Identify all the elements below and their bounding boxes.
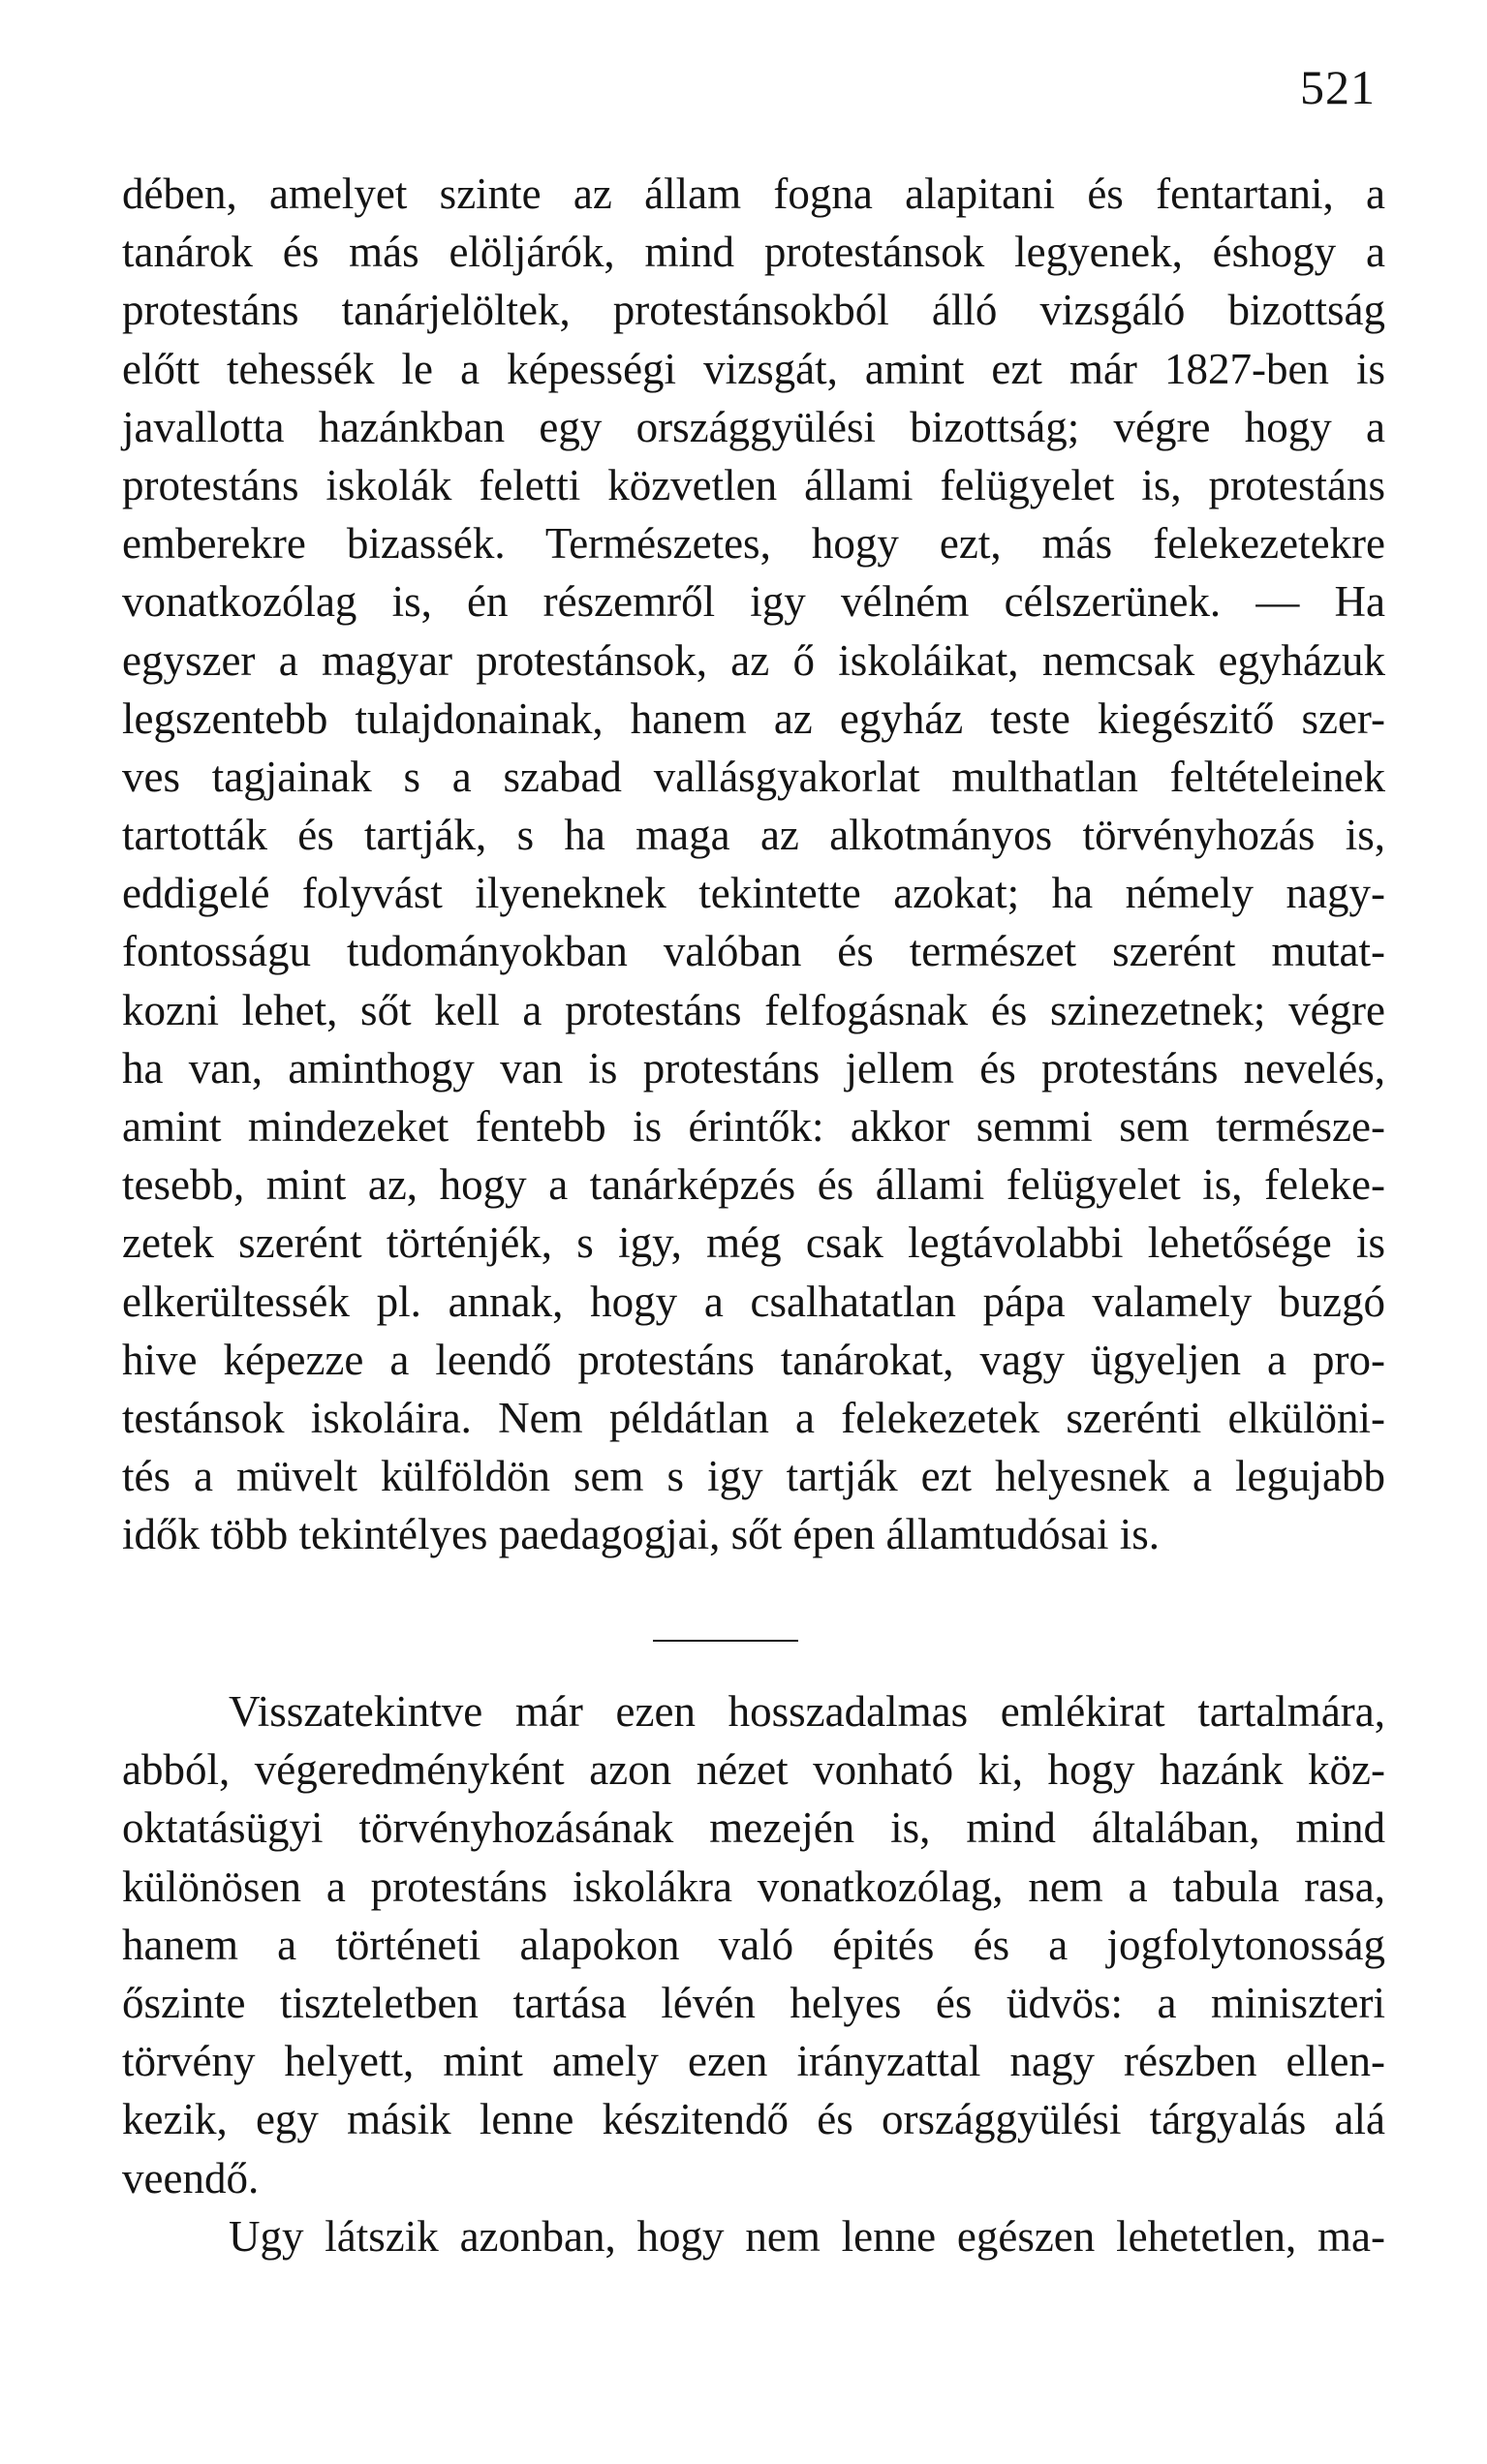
paragraph-1	[122, 165, 1385, 1564]
page-number: 521	[1300, 60, 1376, 114]
text-line: előtt tehessék le a képességi vizsgát, amint ezt már 1827-ben is	[122, 344, 1385, 393]
text-line: fontosságu tudományokban valóban és természet szerént mutat-	[122, 927, 1385, 976]
text-line: protestáns tanárjelöltek, protestánsokból álló vizsgáló bizottság	[122, 286, 1385, 335]
text-line: eddigelé folyvást ilyeneknek tekintette azokat; ha némely nagy-	[122, 869, 1385, 918]
text-line: testánsok iskoláira. Nem példátlan a felekezetek szerénti elkülöni-	[122, 1393, 1385, 1442]
text-line: kozni lehet, sőt kell a protestáns felfogásnak és szinezetnek; végre	[122, 985, 1385, 1034]
text-line: tés a müvelt külföldön sem s igy tartják ezt helyesnek a legujabb	[122, 1452, 1385, 1501]
text-line: legszentebb tulajdonainak, hanem az egyház teste kiegészitő szer-	[122, 693, 1385, 743]
text-line: oktatásügyi törvényhozásának mezején is, mind általában, mind	[122, 1803, 1385, 1853]
section-divider	[653, 1640, 798, 1642]
text-line: elkerültessék pl. annak, hogy a csalhatatlan pápa valamely buzgó	[122, 1277, 1385, 1326]
text-line: amint mindezeket fentebb is érintők: akkor semmi sem természe-	[122, 1102, 1385, 1151]
text-line: kezik, egy másik lenne készitendő és országgyülési tárgyalás alá	[122, 2095, 1385, 2144]
text-line: tanárok és más elöljárók, mind protestánsok legyenek, éshogy a	[122, 228, 1385, 277]
paragraph-2-and-3	[122, 1682, 1385, 2265]
text-line: Ugy látszik azonban, hogy nem lenne egészen lehetetlen, ma-	[229, 2211, 1385, 2261]
text-line: hive képezze a leendő protestáns tanárokat, vagy ügyeljen a pro-	[122, 1335, 1385, 1384]
text-line: őszinte tiszteletben tartása lévén helyes és üdvös: a miniszteri	[122, 1978, 1385, 2027]
text-line: különösen a protestáns iskolákra vonatkozólag, nem a tabula rasa,	[122, 1862, 1385, 1911]
text-line: tesebb, mint az, hogy a tanárképzés és állami felügyelet is, feleke-	[122, 1160, 1385, 1210]
text-line: Visszatekintve már ezen hosszadalmas emlékirat tartalmára,	[229, 1687, 1385, 1736]
text-line: protestáns iskolák feletti közvetlen állami felügyelet is, protestáns	[122, 460, 1385, 509]
text-line: veendő.	[122, 2153, 260, 2202]
text-line: ves tagjainak s a szabad vallásgyakorlat multhatlan feltételeinek	[122, 752, 1385, 801]
text-line: abból, végeredményként azon nézet vonható ki, hogy hazánk köz-	[122, 1745, 1385, 1795]
text-line: egyszer a magyar protestánsok, az ő iskoláikat, nemcsak egyházuk	[122, 635, 1385, 685]
text-line: javallotta hazánkban egy országgyülési bizottság; végre hogy a	[122, 402, 1385, 451]
text-line: idők több tekintélyes paedagogjai, sőt épen államtudósai is.	[122, 1510, 1161, 1559]
text-line: emberekre bizassék. Természetes, hogy ezt, más felekezetekre	[122, 519, 1385, 569]
text-line: hanem a történeti alapokon való épités és a jogfolytonosság	[122, 1920, 1385, 1969]
text-line: zetek szerént történjék, s igy, még csak legtávolabbi lehetősége is	[122, 1218, 1385, 1268]
text-line: törvény helyett, mint amely ezen irányzattal nagy részben ellen-	[122, 2037, 1385, 2086]
text-line: tartották és tartják, s ha maga az alkotmányos törvényhozás is,	[122, 811, 1385, 860]
text-line: ha van, aminthogy van is protestáns jellem és protestáns nevelés,	[122, 1043, 1385, 1093]
text-line: dében, amelyet szinte az állam fogna alapitani és fentartani, a	[122, 169, 1385, 218]
text-line: vonatkozólag is, én részemről igy vélném célszerünek. — Ha	[122, 577, 1385, 627]
